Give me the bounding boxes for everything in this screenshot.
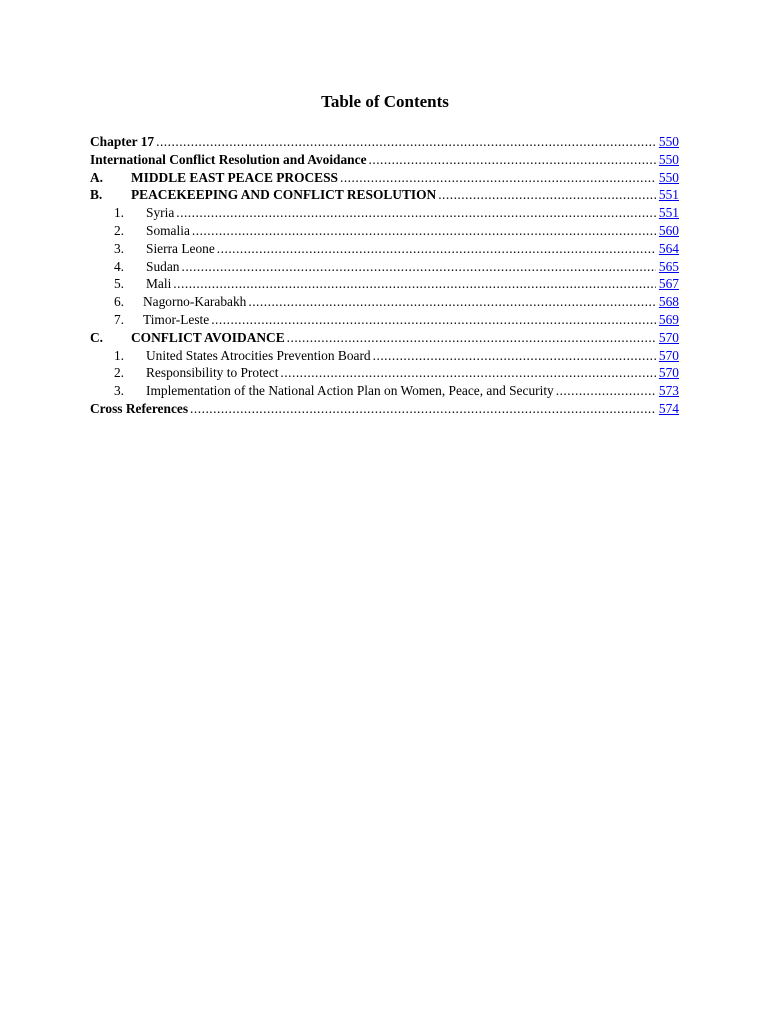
dot-leader bbox=[211, 311, 656, 329]
toc-subsection bbox=[90, 382, 679, 400]
toc-entry-number: 6. bbox=[113, 294, 124, 310]
dot-leader bbox=[181, 258, 655, 276]
toc-subsection bbox=[90, 311, 679, 329]
toc-page-link[interactable]: 567 bbox=[658, 276, 679, 292]
toc-entry-label: MIDDLE EAST PEACE PROCESS bbox=[131, 169, 338, 185]
toc-entry-number: A. bbox=[90, 169, 104, 185]
toc-entry-label: PEACEKEEPING AND CONFLICT RESOLUTION bbox=[131, 187, 437, 203]
toc-entry-label: Sudan bbox=[146, 258, 180, 274]
toc-entry-label: Syria bbox=[146, 205, 175, 221]
toc-page-link[interactable]: 551 bbox=[658, 205, 679, 221]
toc-entry-label: Cross References bbox=[90, 400, 189, 416]
dot-leader bbox=[369, 151, 656, 169]
toc-entry-number: 1. bbox=[113, 205, 124, 221]
toc-entry-number: 7. bbox=[113, 311, 124, 327]
toc-entry-label: Nagorno-Karabakh bbox=[143, 294, 247, 310]
toc-subsection bbox=[90, 364, 679, 382]
toc-page-link[interactable]: 550 bbox=[658, 169, 679, 185]
toc-page-link[interactable]: 570 bbox=[658, 347, 679, 363]
dot-leader bbox=[190, 400, 656, 418]
toc-entry-chapter bbox=[90, 133, 679, 151]
dot-leader bbox=[176, 204, 656, 222]
toc-page-link[interactable]: 551 bbox=[658, 187, 679, 203]
dot-leader bbox=[217, 240, 656, 258]
dot-leader bbox=[192, 222, 656, 240]
toc-page-link[interactable]: 569 bbox=[658, 311, 679, 327]
toc-page-link[interactable]: 550 bbox=[658, 134, 679, 149]
dot-leader bbox=[373, 347, 656, 365]
dot-leader bbox=[556, 382, 656, 400]
toc-entry-label: United States Atrocities Prevention Board bbox=[146, 347, 371, 363]
dot-leader bbox=[280, 364, 655, 382]
toc-page-link[interactable]: 574 bbox=[658, 400, 679, 416]
toc-section-a bbox=[90, 169, 679, 187]
toc-entry-number: 3. bbox=[113, 240, 124, 256]
toc-subsection bbox=[90, 293, 679, 311]
toc-section-c bbox=[90, 329, 679, 347]
toc-subsection bbox=[90, 347, 679, 365]
dot-leader bbox=[248, 293, 656, 311]
toc-subsection bbox=[90, 275, 679, 293]
toc-entry-label: Sierra Leone bbox=[146, 240, 215, 256]
dot-leader bbox=[438, 186, 656, 204]
toc-page-link[interactable]: 570 bbox=[658, 365, 679, 381]
toc-entry-label: Somalia bbox=[146, 222, 190, 238]
toc-entry-label: Implementation of the National Action Plan on Women, Peace, and Security bbox=[146, 383, 554, 399]
toc-entry-number: 2. bbox=[113, 365, 124, 381]
toc-entry-label: International Conflict Resolution and Avoidance bbox=[90, 151, 367, 167]
toc-entry-number: 5. bbox=[113, 276, 124, 292]
dot-leader bbox=[287, 329, 656, 347]
toc-entry-number: B. bbox=[90, 187, 103, 203]
toc-entry-cross-references bbox=[90, 400, 679, 418]
dot-leader bbox=[173, 275, 656, 293]
page-title: Table of Contents bbox=[321, 92, 449, 111]
dot-leader bbox=[156, 133, 656, 151]
toc-entry-number: 3. bbox=[113, 383, 124, 399]
toc-subsection bbox=[90, 222, 679, 240]
toc-entry-number: 4. bbox=[113, 258, 124, 274]
toc-entry-label: Mali bbox=[146, 276, 172, 292]
toc-entry-label: CONFLICT AVOIDANCE bbox=[131, 329, 285, 345]
toc-entry-number: 1. bbox=[113, 347, 124, 363]
toc-subsection bbox=[90, 204, 679, 222]
toc-entry-label: Responsibility to Protect bbox=[146, 365, 279, 381]
toc-page-link[interactable]: 550 bbox=[658, 151, 679, 167]
toc-entry-number: C. bbox=[90, 329, 104, 345]
toc-section-b bbox=[90, 186, 679, 204]
table-of-contents bbox=[90, 133, 679, 418]
toc-page-link[interactable]: 564 bbox=[658, 240, 679, 256]
toc-page-link[interactable]: 565 bbox=[658, 258, 679, 274]
toc-subsection bbox=[90, 258, 679, 276]
toc-page-link[interactable]: 573 bbox=[658, 383, 679, 399]
toc-subsection bbox=[90, 240, 679, 258]
toc-entry-chapter-title bbox=[90, 151, 679, 169]
toc-page-link[interactable]: 568 bbox=[658, 294, 679, 310]
toc-entry-number: 2. bbox=[113, 222, 124, 238]
toc-page-link[interactable]: 560 bbox=[658, 222, 679, 238]
toc-entry-label: Timor-Leste bbox=[143, 311, 210, 327]
toc-entry-label: Chapter 17 bbox=[90, 134, 155, 149]
dot-leader bbox=[340, 169, 656, 187]
toc-page-link[interactable]: 570 bbox=[658, 329, 679, 345]
